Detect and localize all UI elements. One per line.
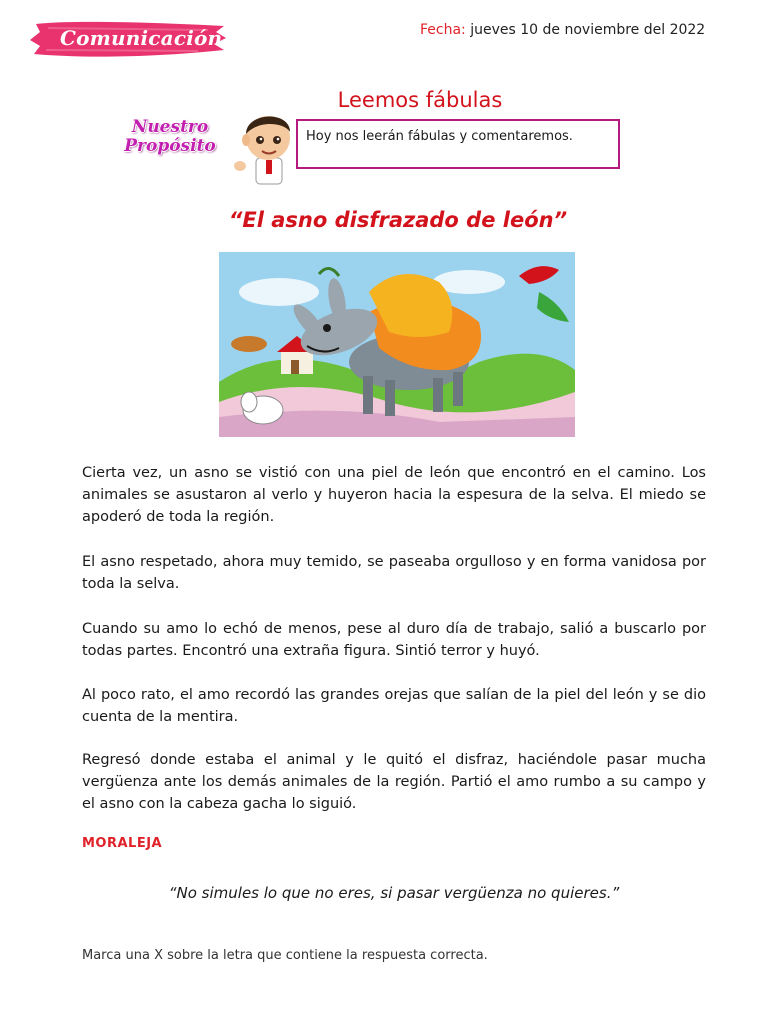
moral-heading: MORALEJA [82,836,163,851]
fable-paragraph-1: Cierta vez, un asno se vistió con una piel de león que encontró en el camino. Los animales se asustaron al verlo y huyeron hacia la espesura de la selva. El miedo se apoderó de toda la región. [82,465,706,525]
fable-illustration [219,252,575,437]
date-value: jueves 10 de noviembre del 2022 [465,22,706,38]
purpose-box: Hoy nos leerán fábulas y comentaremos. [296,119,620,169]
moral-text: “No simules lo que no eres, si pasar vergüenza no quieres.” [168,884,620,902]
date-label: Fecha: [420,22,466,38]
purpose-badge-line-2: Propósito [124,136,216,156]
purpose-badge-line-1: Nuestro [131,117,209,137]
fable-paragraph-2: El asno respetado, ahora muy temido, se paseaba orgulloso y en forma vanidosa por toda la selva. [82,554,706,592]
purpose-badge [118,118,222,156]
page-title: Leemos fábulas [337,88,503,112]
fable-paragraph-4: Al poco rato, el amo recordó las grandes orejas que salían de la piel del león y se dio cuenta de la mentira. [82,687,706,725]
instruction-text: Marca una X sobre la letra que contiene la respuesta correcta. [82,948,488,963]
fable-title: “El asno disfrazado de león” [228,208,568,232]
fable-paragraph-3: Cuando su amo lo echó de menos, pese al duro día de trabajo, salió a buscarlo por todas partes. Encontró una extraña figura. Sintió terror y huyó. [82,621,706,659]
section-label: Comunicación [60,26,223,50]
date-line [420,22,705,38]
fable-paragraph-5: Regresó donde estaba el animal y le quitó el disfraz, haciéndole pasar mucha vergüenza ante los demás animales de la región. Partió el amo rumbo a su campo y el asno con la cabeza gacha lo siguió. [82,752,706,812]
